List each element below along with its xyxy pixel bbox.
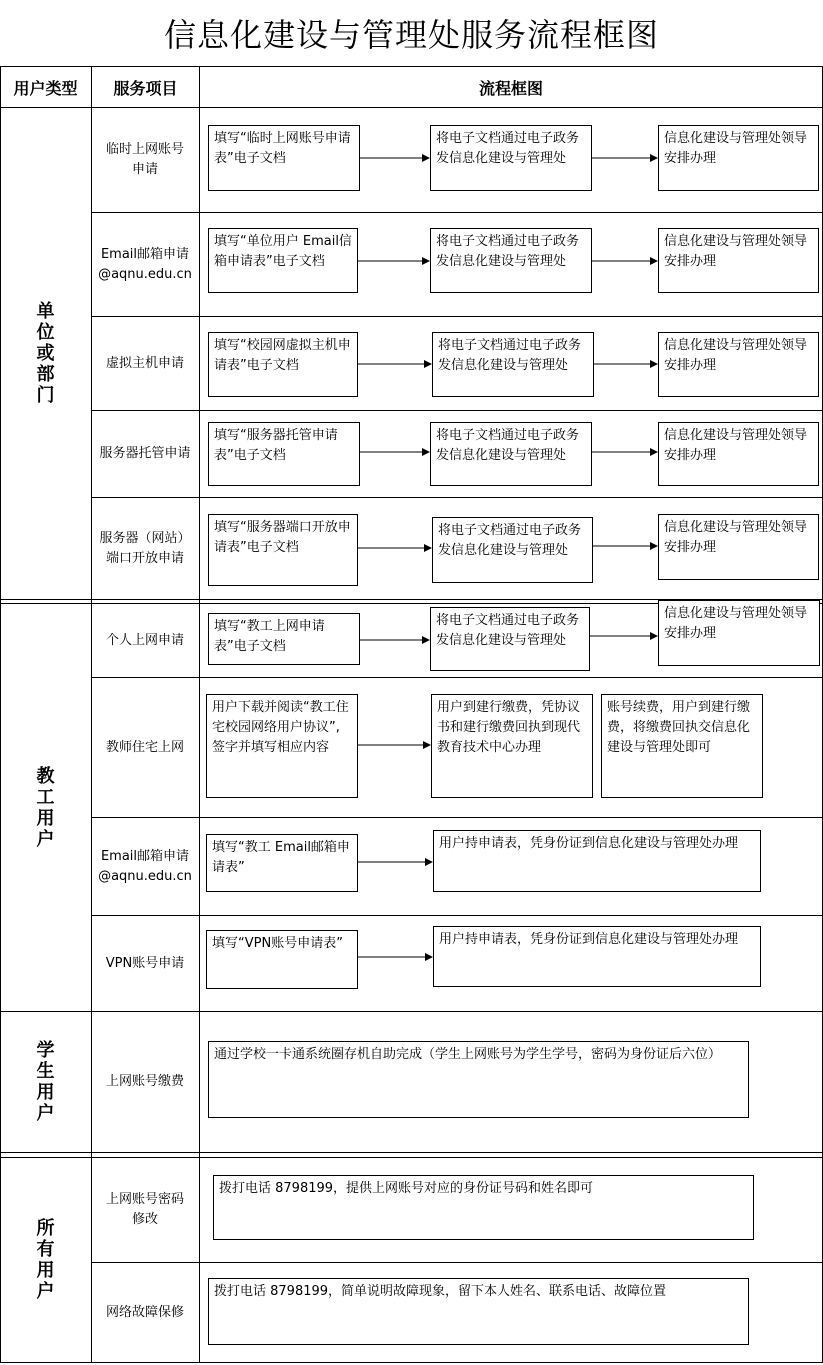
flow-step-box: 信息化建设与管理处领导安排办理 (658, 514, 819, 580)
flow-step-box: 填写“服务器托管申请表”电子文档 (208, 422, 360, 486)
service-staff-email: Email邮箱申请 @aqnu.edu.cn (98, 848, 192, 884)
header-service: 服务项目 (113, 78, 178, 98)
header-flow: 流程框图 (478, 78, 543, 98)
flow-step-box: 信息化建设与管理处领导安排办理 (658, 125, 819, 191)
service-vpn: VPN账号申请 (105, 955, 185, 971)
group-all-users: 所 有 用 户 (36, 1218, 55, 1302)
flow-step-box: 将电子文档通过电子政务发信息化建设与管理处 (430, 125, 592, 191)
flow-step-box: 填写“教工上网申请表”电子文档 (208, 613, 360, 665)
header-user-type: 用户类型 (13, 78, 78, 98)
service-unit-email: Email邮箱申请 @aqnu.edu.cn (98, 246, 192, 282)
group-staff: 教 工 用 户 (36, 765, 55, 850)
flow-step-box: 信息化建设与管理处领导安排办理 (658, 600, 820, 666)
flow-step-box: 拨打电话 8798199，简单说明故障现象，留下本人姓名、联系电话、故障位置 (208, 1278, 749, 1345)
page-title: 信息化建设与管理处服务流程框图 (163, 16, 659, 54)
flow-step-box: 信息化建设与管理处领导安排办理 (658, 422, 819, 486)
flow-step-box: 将电子文档通过电子政务发信息化建设与管理处 (432, 517, 593, 583)
flow-step-box: 拨打电话 8798199，提供上网账号对应的身份证号码和姓名即可 (213, 1175, 754, 1240)
flow-step-box: 填写“VPN账号申请表” (206, 930, 358, 989)
flow-step-box: 信息化建设与管理处领导安排办理 (658, 228, 819, 293)
flow-step-box: 将电子文档通过电子政务发信息化建设与管理处 (432, 332, 594, 397)
flow-step-box: 用户到建行缴费，凭协议书和建行缴费回执到现代教育技术中心办理 (431, 694, 593, 798)
flow-step-box: 用户持申请表，凭身份证到信息化建设与管理处办理 (433, 830, 761, 892)
service-personal-net: 个人上网申请 (105, 632, 184, 648)
flow-step-box: 通过学校一卡通系统圈存机自助完成（学生上网账号为学生学号，密码为身份证后六位） (208, 1041, 749, 1118)
service-virtual-host: 虚拟主机申请 (105, 355, 184, 371)
flow-step-box: 信息化建设与管理处领导安排办理 (658, 332, 819, 397)
service-residence-net: 教师住宅上网 (105, 739, 184, 755)
flow-step-box: 填写“单位用户 Email信箱申请表”电子文档 (208, 228, 358, 293)
flow-step-box: 用户下载并阅读“教工住宅校园网络用户协议”,签字并填写相应内容 (206, 694, 358, 798)
service-port-open: 服务器（网站） 端口开放申请 (99, 530, 191, 566)
flow-step-box: 将电子文档通过电子政务发信息化建设与管理处 (430, 228, 592, 293)
service-temp-account: 临时上网账号 申请 (105, 142, 184, 177)
group-unit-dept: 单 位 或 部 门 (36, 301, 55, 406)
flow-step-box: 将电子文档通过电子政务发信息化建设与管理处 (430, 422, 592, 486)
flow-step-box: 用户持申请表，凭身份证到信息化建设与管理处办理 (433, 926, 761, 987)
service-password-change: 上网账号密码 修改 (105, 1192, 184, 1227)
group-student: 学 生 用 户 (36, 1040, 55, 1124)
flow-step-box: 将电子文档通过电子政务发信息化建设与管理处 (430, 607, 590, 671)
service-account-fee: 上网账号缴费 (105, 1074, 184, 1089)
service-fault-report: 网络故障保修 (105, 1304, 184, 1320)
flow-step-box: 填写“校园网虚拟主机申请表”电子文档 (208, 332, 358, 397)
service-server-hosting: 服务器托管申请 (99, 446, 191, 461)
flow-step-box: 账号续费，用户到建行缴费，将缴费回执交信息化建设与管理处即可 (601, 694, 763, 798)
flow-step-box: 填写“服务器端口开放申请表”电子文档 (208, 514, 358, 586)
flow-step-box: 填写“临时上网账号申请表”电子文档 (208, 125, 360, 191)
flow-step-box: 填写“教工 Email邮箱申请表” (206, 834, 358, 892)
